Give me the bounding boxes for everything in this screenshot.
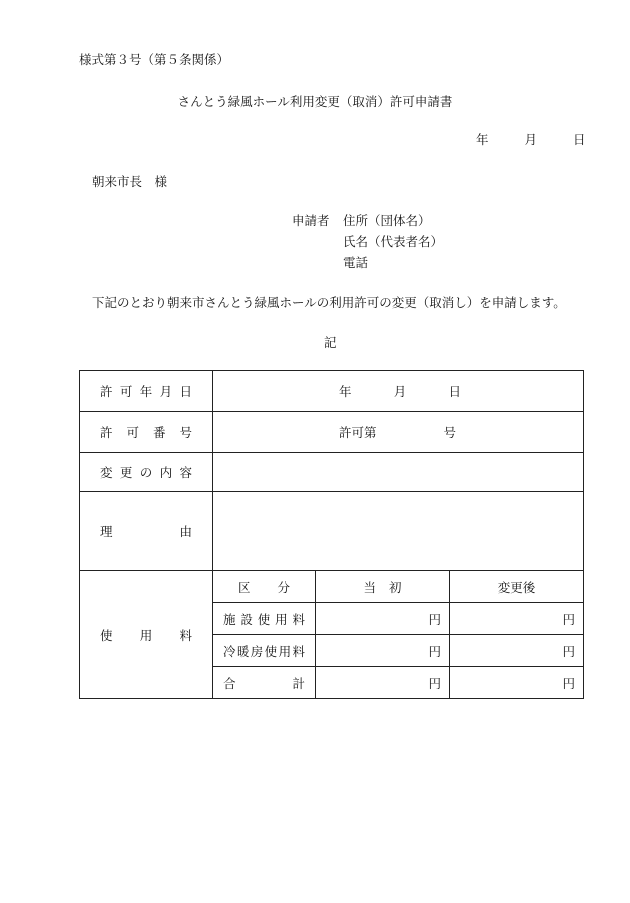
applicant-address-label: 住所（団体名） — [343, 213, 431, 228]
fee-changed-total[interactable]: 円 — [450, 667, 584, 699]
permit-date-label-char: 日 — [179, 384, 192, 399]
permit-number-label — [80, 412, 213, 453]
fee-changed-header: 変更後 — [450, 571, 584, 603]
fee-row-label-char: 使 — [264, 643, 278, 659]
permit-date-field[interactable] — [213, 371, 584, 412]
fee-header-row — [80, 571, 584, 603]
change-content-label-char: の — [139, 465, 153, 480]
fee-category-header — [213, 571, 316, 603]
permit-date-label-char: 月 — [159, 384, 173, 399]
permit-date-day: 日 — [448, 384, 461, 399]
fee-row-label-char: 使 — [257, 611, 271, 627]
reason-row — [80, 492, 584, 571]
change-content-row — [80, 453, 584, 492]
fee-changed-facility[interactable]: 円 — [450, 603, 584, 635]
permit-number-prefix: 許可第 — [339, 425, 377, 440]
permit-date-label-char: 許 — [100, 384, 113, 399]
fee-original-heating-cooling[interactable]: 円 — [316, 635, 450, 667]
application-date — [476, 130, 585, 148]
usage-fee-label-char: 使 — [100, 627, 113, 643]
fee-row-label — [213, 603, 316, 635]
change-content-field[interactable] — [213, 453, 584, 492]
fee-row-label — [213, 635, 316, 667]
fee-original-facility[interactable]: 円 — [316, 603, 450, 635]
fee-row-label-char: 用 — [275, 611, 288, 627]
change-content-label — [80, 453, 213, 492]
form-number: 様式第３号（第５条関係） — [79, 52, 230, 67]
change-content-label-char: 内 — [159, 465, 173, 480]
fee-row-label-char: 計 — [292, 675, 305, 691]
fee-category-header-char: 区 — [238, 579, 251, 595]
fee-original-header-char: 初 — [388, 579, 402, 595]
fee-row-label-char: 料 — [292, 643, 305, 659]
reason-label — [80, 492, 213, 571]
form-title: さんとう緑風ホール利用変更（取消）許可申請書 — [177, 94, 453, 109]
usage-fee-label — [80, 571, 213, 699]
permit-date-month: 月 — [393, 384, 407, 399]
reason-label-char: 由 — [179, 524, 192, 539]
fee-row-label-char: 房 — [250, 643, 264, 659]
fee-row-label — [213, 667, 316, 699]
ki-heading: 記 — [324, 335, 337, 350]
permit-number-label-char: 号 — [179, 425, 192, 440]
change-content-label-char: 変 — [100, 465, 113, 480]
fee-original-header-char: 当 — [363, 579, 377, 595]
applicant-phone-label: 電話 — [343, 255, 369, 270]
permit-date-year: 年 — [339, 384, 352, 399]
fee-original-header — [316, 571, 450, 603]
fee-category-header-char: 分 — [277, 579, 290, 595]
permit-number-label-char: 番 — [152, 425, 166, 440]
permit-number-label-char: 許 — [100, 425, 113, 440]
permit-date-label-char: 年 — [139, 384, 153, 399]
reason-field[interactable] — [213, 492, 584, 571]
applicant-name-label: 氏名（代表者名） — [343, 234, 444, 249]
permit-date-row — [80, 371, 584, 412]
fee-changed-heating-cooling[interactable]: 円 — [450, 635, 584, 667]
permit-number-field[interactable] — [213, 412, 584, 453]
fee-row-label-char: 冷 — [223, 643, 236, 659]
date-year-label: 年 — [476, 132, 489, 147]
addressee: 朝来市長 様 — [92, 174, 168, 189]
date-month-label: 月 — [524, 132, 537, 147]
date-day-label: 日 — [572, 132, 586, 147]
fee-row-label-char: 暖 — [236, 643, 250, 659]
body-text: 下記のとおり朝来市さんとう緑風ホールの利用許可の変更（取消し）を申請します。 — [92, 295, 566, 310]
usage-fee-label-char: 料 — [179, 627, 192, 643]
change-content-label-char: 容 — [179, 465, 192, 480]
fee-row-label-char: 施 — [223, 611, 236, 627]
permit-number-label-char: 可 — [126, 425, 139, 440]
permit-number-suffix: 号 — [443, 425, 456, 440]
application-table — [79, 370, 584, 699]
applicant-label: 申請者 — [292, 213, 330, 228]
fee-original-total[interactable]: 円 — [316, 667, 450, 699]
usage-fee-label-char: 用 — [139, 627, 153, 643]
fee-row-label-char: 設 — [240, 611, 253, 627]
change-content-label-char: 更 — [119, 465, 133, 480]
fee-row-label-char: 用 — [278, 643, 292, 659]
permit-number-row — [80, 412, 584, 453]
reason-label-char: 理 — [100, 524, 113, 539]
fee-row-label-char: 合 — [223, 675, 236, 691]
permit-date-label-char: 可 — [119, 384, 133, 399]
permit-date-label — [80, 371, 213, 412]
fee-row-label-char: 料 — [292, 611, 305, 627]
